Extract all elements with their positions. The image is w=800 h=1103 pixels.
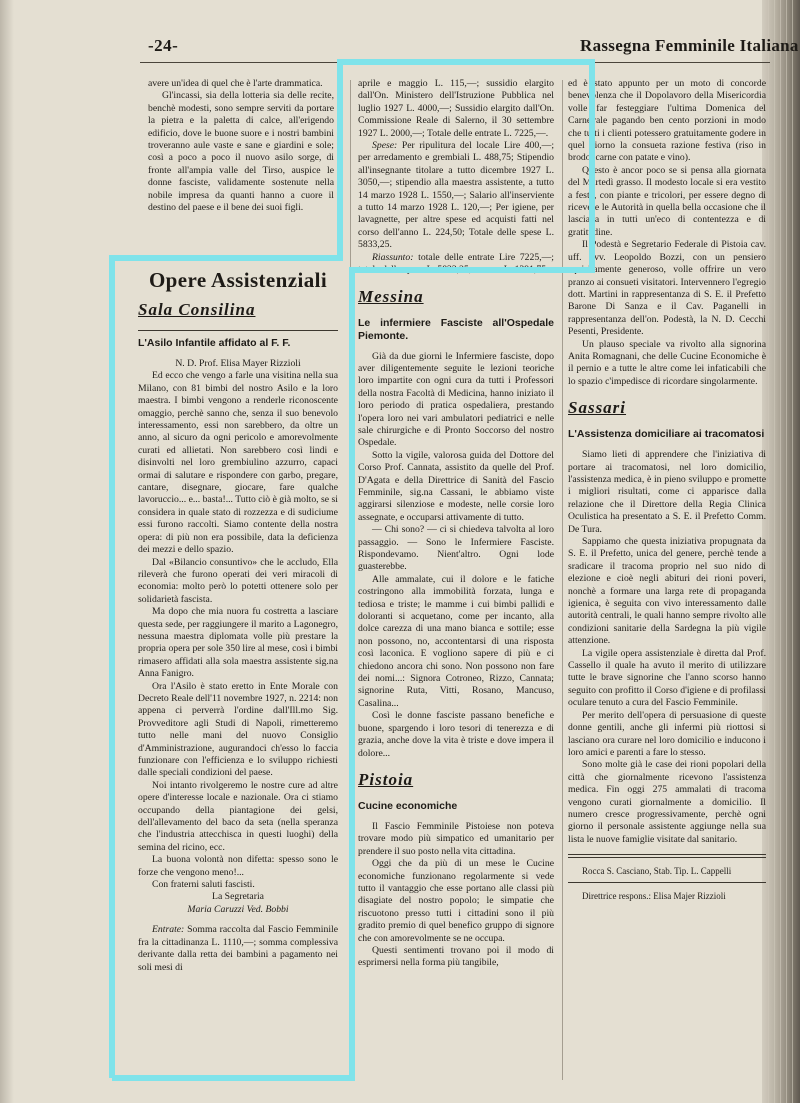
right-column <box>568 78 766 1088</box>
spese-text: Per ripulitura del locale Lire 400,—; per arredamento e grembiali L. 488,75; Stipendio all'insegnante titolare a tutto dicembre 1927 L. 3050,—; stipendio alla maestra assistente, a tutto 14 marzo 1928 L. 1550,—; Salario all'inserviente a tutto 14 marzo 1928 L. 120,—; Per igiene, per lavagnette, per altre spese ed acquisti fatti nel corso dell'anno L. 224,50; Totale delle spese L. 5833,25. <box>358 140 554 251</box>
divider <box>568 882 766 883</box>
paragraph: La vigile opera assistenziale è diretta dal Prof. Cassello il quale ha avuto il merito di utilizzare tutte le brave signorine che l'anno scorso hanno seguito con profitto il Corso d'igiene e di profilassi oculare tenuto a cura del Fascio Femminile. <box>568 647 766 709</box>
riassunto-label: Riassunto: <box>372 251 414 263</box>
paragraph: Dal «Bilancio consuntivo» che le accludo, Ella rileverà che furono operati dei veri miracoli di economia: molto però lo potetti ottenere solo per solidarietà fascista. <box>138 556 338 605</box>
paragraph: La buona volontà non difetta: spesso sono le forze che vengono meno!... <box>138 854 338 878</box>
article-title: L'Assistenza domiciliare ai tracomatosi <box>568 428 765 441</box>
entrate-label: Entrate: <box>152 924 185 936</box>
article-title: Le infermiere Fasciste all'Ospedale Piemonte. <box>358 316 554 342</box>
imprint-director: Direttrice respons.: Elisa Majer Rizzioli <box>582 891 726 902</box>
paragraph: Noi intanto rivolgeremo le nostre cure ad altre opere d'interesse locale e nazionale. Ora ci stiamo occupando della piantagione dei gelsi, dell'allevamento del baco da seta (nella speranza che l'industria attecchisca in questi luoghi) della semina del ricino, ecc. <box>138 779 338 853</box>
entrate-paragraph <box>138 924 338 974</box>
city-heading: Sassari <box>568 398 627 418</box>
binding-shadow <box>0 0 14 1103</box>
divider <box>138 330 338 331</box>
journal-title: Rassegna Femminile Italiana <box>580 36 799 55</box>
imprint-rule <box>568 854 766 858</box>
left-column-top <box>148 78 334 246</box>
paragraph: avere un'idea di quel che è l'arte drammatica. <box>148 78 323 89</box>
left-column-main <box>138 262 338 1082</box>
paragraph: Questi sentimenti trovano poi il modo di esprimersi nella forma più tangibile, <box>358 944 554 969</box>
spese-paragraph <box>358 140 554 252</box>
column-divider <box>350 80 351 1080</box>
paragraph: Sotto la vigile, valorosa guida del Dottore del Corso Prof. Cannata, assistito da quelle del Prof. D'Agata e della Direttrice di Sanità del Fascio Femminile, sig.na Cassani, le abbiamo viste aggirarsi silenziose e modeste, nelle corsie loro assegnate, e occuparsi attivamente di tutto. <box>358 449 554 523</box>
article-title: L'Asilo Infantile affidato al F. F. <box>138 337 291 349</box>
header-rule <box>140 62 770 63</box>
paragraph: Questo è ancor poco se si pensa alla giornata del Martedì grasso. Il modesto locale si era vestito a festa, con piante e tricolori, per essere degno di ricevere le Autorità in quella bella occasione che il lasciava in tutti un'eco di contentezza e di gratitudine. <box>568 164 766 238</box>
page-edge <box>762 0 800 1103</box>
middle-column <box>358 78 554 1088</box>
imprint-printer: Rocca S. Casciano, Stab. Tip. L. Cappelli <box>582 866 732 877</box>
riassunto-text: totale delle entrate Lire 7225,—; totale delle spese L. 5833,25; avanzo L. 1391,75. <box>358 251 554 276</box>
paragraph: Il Podestà e Segretario Federale di Pistoia cav. uff. avv. Leopoldo Bozzi, con un pensiero squisitamente generoso, volle offrire un vero pranzo ai consueti visitatori. Intervennero l'egregio dott. Martini in rappresentanza di S. E. il Prefetto Barone Di Sanza e il Cav. Paganelli in rappresentanza dell'on. Podestà, la N. D. Cecchi Pesenti, Presidente. <box>568 239 766 338</box>
column-divider <box>562 80 563 1080</box>
paragraph: Ma dopo che mia nuora fu costretta a lasciare questa sede, per raggiungere il marito a Lagonegro, nessuna maestra diplomata volle più prestare la propria opera per sole 350 lire al mese, così i bimbi rimasero affidati alla sola maestra assistente sig.na Anna Fanigro. <box>138 606 338 680</box>
city-heading: Messina <box>358 286 424 306</box>
paragraph: Sono molte già le case dei rioni popolari della città che giornalmente ricevono l'assistenza medica. Fin oggi 275 ammalati di tracoma vengono curati giornalmente a domicilio. Il numero cresce progressivamente, perchè ogni giorno il personale assistente aggiunge nella sua lista le nuove famiglie visitate dal sanitario. <box>568 759 766 845</box>
paragraph: Ora l'Asilo è stato eretto in Ente Morale con Decreto Reale dell'11 novembre 1927, n. 2214: non appena ci perverrà l'ordine dall'Ill.mo Sig. Provveditore agli Studi di Napoli, rimetteremo tutto nelle mani del nuovo Consiglio d'Amministrazione, augurandoci ch'esso lo faccia funzionare con l'efficienza e lo sviluppo richiesti dalle speciali condizioni del paese. <box>138 680 338 779</box>
paragraph: Il Fascio Femminile Pistoiese non poteva trovare modo più simpatico ed umanitario per prendere il suo posto nella vita cittadina. <box>358 820 554 857</box>
paragraph: — Chi sono? — ci si chiedeva talvolta al loro passaggio. — Sono le Infermiere Fasciste. Rispondevamo. Nient'altro. Ogni lode guasterebbe. <box>358 524 554 573</box>
paragraph: Un plauso speciale va rivolto alla signorina Anita Romagnani, che delle Cucine Economiche è il pernio e a tutte le altre come lei infaticabili che lo spazio c'impedisce di ricordare singolarmente. <box>568 338 766 387</box>
signature-name: Maria Caruzzi Ved. Bobbi <box>187 903 289 915</box>
addressee: N. D. Prof. Elisa Mayer Rizzioli <box>175 358 301 369</box>
signature-role: La Segretaria <box>212 891 264 903</box>
paragraph: Così le donne fasciste passano benefiche e buone, spargendo i loro tesori di tenerezza e di grazia, anche dove la vita è triste e dove impera il dolore... <box>358 710 554 759</box>
paragraph: Con fraterni saluti fascisti. <box>152 879 255 891</box>
paragraph: Già da due giorni le Infermiere fasciste, dopo aver diligentemente seguite le lezioni teoriche loro impartite con ogni cura da tutti i Professori della nostra Facoltà di Medicina, hanno iniziato il loro periodo di pratica ospedaliera, prestando l'opera loro nei vari ambulatori pediatrici e nelle sale chirurgiche e di Pronto Soccorso del nostro Ospedale. <box>358 350 554 449</box>
paragraph: Siamo lieti di apprendere che l'iniziativa di portare ai tracomatosi, nel loro domicilio, l'assistenza medica, è in pieno sviluppo e promette i migliori risultati, come ci apparisce dalla relazione che il Direttore della Regia Clinica Oculistica ha presentato a S. E. il Prefetto Comm. De Tura. <box>568 449 766 535</box>
paragraph: Sappiamo che questa iniziativa propugnata da S. E. il Prefetto, unica del genere, perchè tende a sradicare il tracoma proprio nel suo nido di elezione e cioè negli abituri dei rioni poveri, nonchè a formare una larga rete di propaganda igienica, è seguita con vivo interessamento dalle autorità centrali, le quali hanno sempre rivolto alle condizioni sanitarie della Sardegna la più vigile attenzione. <box>568 536 766 647</box>
section-title: Opere Assistenziali <box>148 268 328 292</box>
city-heading: Pistoia <box>358 769 414 789</box>
paragraph: ed è stato appunto per un moto di concorde benevolenza che il Dopolavoro della Misericordia volle far festeggiare l'ultima Domenica del Carnevale pagando ben cento porzioni in modo che tutti i clienti potessero gratuitamente godere in quel giorno la consueta razione festiva (riso in brodo, carne con patate e vino). <box>568 78 766 164</box>
riassunto-paragraph <box>358 252 554 277</box>
page-number: -24- <box>148 36 179 55</box>
spese-label: Spese: <box>372 140 398 152</box>
paragraph: aprile e maggio L. 115,—; sussidio elargito dall'On. Ministero dell'Istruzione Pubblica nel luglio 1927 L. 4000,—; Sussidio elargito dall'On. Commissione Reale di Salerno, il 30 settembre 1927 L. 2000,—; Totale delle entrate L. 7225,—. <box>358 78 554 139</box>
article-title: Cucine economiche <box>358 799 458 812</box>
paragraph: Gl'incassi, sia della lotteria sia delle recite, benchè modesti, sono sempre serviti da portare la pietra e la paletta di calce, all'erigendo edificio, dove le buone suore e i nostri bambini troveranno aule vaste e sane e giardini e sole; così a poco a poco il nuovo asilo sorge, di fronte all'ampia valle del Tirso, auspice le donne fasciste, validamente sostenute nella nobile impresa da quanti hanno a cuore il destino del paese e il bene dei suoi figli. <box>148 90 334 214</box>
paragraph: Oggi che da più di un mese le Cucine economiche funzionano regolarmente si vede tutto il vantaggio che esse portano alle classi più disagiate del nostro popolo; le simpatie che riscuotono presso tutti i cittadini sono il più gradito premio di quel benefico gruppo di signore che con amorevolmente se ne occupa. <box>358 858 554 944</box>
paragraph: Alle ammalate, cui il dolore e le fatiche costringono alla immobilità forzata, lunga e tediosa e triste; le mamme i cui bimbi pallidi e doloranti si acquetano, come per incanto, alla dolce carezza di una mano bianca e sottile; esse non possono, no, accontentarsi di una risposta così laconica. E vogliono sapere di più e ci chiedono ancora chi sono. Non possono non fare dei nomi...: Signora Cotroneo, Rizzo, Cannata; signorine Ruta, Vitti, Rosano, Mancuso, Casalina... <box>358 573 554 709</box>
entrate-text: Somma raccolta dal Fascio Femminile fra la cittadinanza L. 1110,—; somma complessiva derivante dalla retta dei bambini a pagamento nei soli mesi di <box>138 924 338 973</box>
paragraph: Per merito dell'opera di persuasione di queste donne gentili, anche gli infermi più riottosi si lasciano ora curare nel loro domicilio e inducono i loro amici e parenti a fare lo stesso. <box>568 709 766 758</box>
city-heading: Sala Consilina <box>138 300 256 319</box>
paragraph: Ed ecco che vengo a farle una visitina nella sua Milano, con 81 bimbi del nostro Asilo e la loro maestra. I bimbi vengono a renderle riconoscente omaggio, perchè sanno che, senza il suo benevolo interessamento, essi non sarebbero, da oltre un anno, al sicuro da ogni pericolo e amorevolmente curati ed allietati. Non sarebbero così lindi e disinvolti nel loro grembiulino azzurro, capaci ormai di salutare e rispondere con garbo, pregare, cantare, disegnare, giocare, fare qualche lavoruccio... e... basta!... Tutto ciò è già molto, se si considera in quale stato di rozzezza e di sudiciume essi furono raccolti. Siamo contente della nostra opera: di più non era possibile, data la deficienza dei mezzi e dello spazio. <box>138 370 338 556</box>
